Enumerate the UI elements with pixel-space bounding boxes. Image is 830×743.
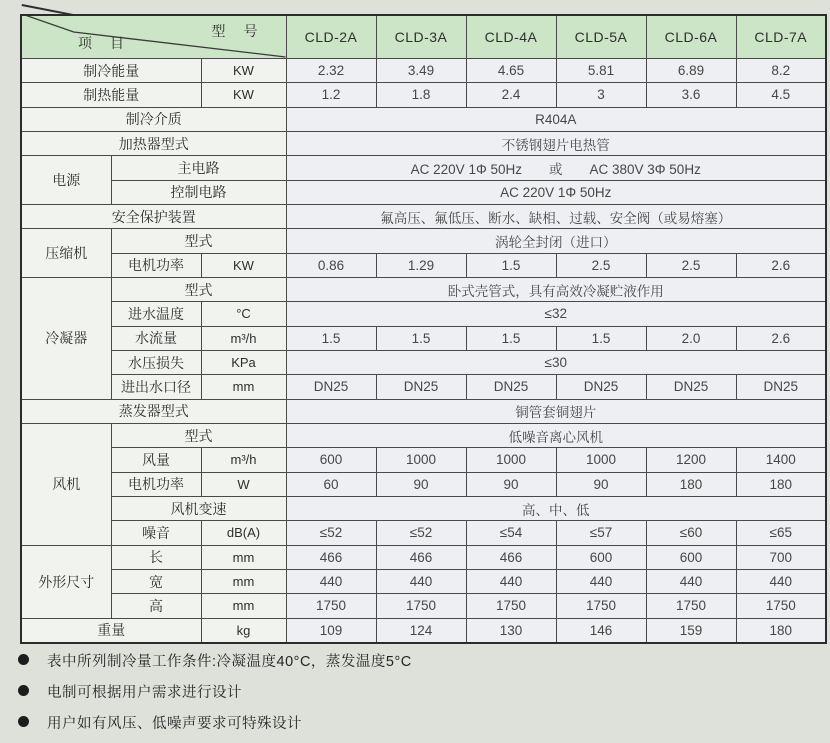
footnote-item — [14, 712, 794, 733]
row-label: 电机功率 — [111, 253, 201, 277]
group-label-dimensions: 外形尺寸 — [21, 545, 111, 618]
row-label: 水流量 — [111, 326, 201, 350]
cell-value: 1.5 — [556, 326, 646, 350]
row-power-control — [21, 180, 826, 204]
bullet-icon — [18, 716, 29, 727]
row-fan-motor — [21, 472, 826, 496]
cell-value: 2.4 — [466, 83, 556, 107]
cell-value: 2.6 — [736, 326, 826, 350]
row-refrigerant — [21, 107, 826, 131]
row-unit: KW — [201, 253, 286, 277]
cell-value: DN25 — [556, 375, 646, 399]
cell-value: 2.6 — [736, 253, 826, 277]
row-fan-type — [21, 423, 826, 447]
footnotes — [14, 650, 794, 743]
cell-value: ≤30 — [286, 350, 826, 374]
cell-value: R404A — [286, 107, 826, 131]
cell-value: 600 — [286, 448, 376, 472]
cell-value: 440 — [376, 569, 466, 593]
row-label: 风量 — [111, 448, 201, 472]
cell-value: 1200 — [646, 448, 736, 472]
row-cooling-capacity — [21, 59, 826, 83]
row-weight — [21, 618, 826, 643]
cell-value: 60 — [286, 472, 376, 496]
row-dimension-length — [21, 545, 826, 569]
footnote-item — [14, 681, 794, 702]
row-unit: mm — [201, 569, 286, 593]
cell-value: 2.5 — [556, 253, 646, 277]
cell-value: 466 — [376, 545, 466, 569]
cell-value: 1.8 — [376, 83, 466, 107]
cell-value: 1750 — [376, 594, 466, 618]
cell-value: ≤32 — [286, 302, 826, 326]
cell-value: 铜管套铜翅片 — [286, 399, 826, 423]
row-unit: KW — [201, 83, 286, 107]
cell-value: 1400 — [736, 448, 826, 472]
footnote-text: 电制可根据用户需求进行设计 — [47, 685, 242, 701]
cell-value: 90 — [466, 472, 556, 496]
cell-value: 1000 — [556, 448, 646, 472]
cell-value: 不锈钢翅片电热管 — [286, 131, 826, 155]
spec-table-container — [20, 14, 827, 644]
group-label-compressor: 压缩机 — [21, 229, 111, 278]
corner-header-cell — [21, 15, 286, 59]
row-unit: m³/h — [201, 448, 286, 472]
model-header: CLD-7A — [736, 15, 826, 59]
cell-value: 146 — [556, 618, 646, 643]
cell-value: 600 — [646, 545, 736, 569]
cell-value: ≤54 — [466, 521, 556, 545]
cell-value: 700 — [736, 545, 826, 569]
row-power-main — [21, 156, 826, 180]
row-label: 型式 — [111, 229, 286, 253]
row-condenser-water-flow — [21, 326, 826, 350]
cell-value: 低噪音离心风机 — [286, 423, 826, 447]
cell-value: ≤65 — [736, 521, 826, 545]
row-label: 制冷介质 — [21, 107, 286, 131]
row-dimension-width — [21, 569, 826, 593]
cell-value: 159 — [646, 618, 736, 643]
cell-value: 466 — [286, 545, 376, 569]
row-label: 重量 — [21, 618, 201, 643]
cell-value: DN25 — [286, 375, 376, 399]
header-row — [21, 15, 826, 59]
row-label: 型式 — [111, 277, 286, 301]
row-condenser-inlet-temp — [21, 302, 826, 326]
row-unit: W — [201, 472, 286, 496]
row-label: 型式 — [111, 423, 286, 447]
row-fan-speed — [21, 496, 826, 520]
row-unit: mm — [201, 375, 286, 399]
cell-value: 130 — [466, 618, 556, 643]
cell-value: 5.81 — [556, 59, 646, 83]
cell-value: 1.5 — [286, 326, 376, 350]
cell-value: 3.49 — [376, 59, 466, 83]
cell-value: 440 — [466, 569, 556, 593]
cell-value: ≤60 — [646, 521, 736, 545]
row-label: 蒸发器型式 — [21, 399, 286, 423]
row-label: 进水温度 — [111, 302, 201, 326]
row-label: 安全保护装置 — [21, 204, 286, 228]
group-label-condenser: 冷凝器 — [21, 277, 111, 399]
corner-model-label: 型 号 — [211, 23, 260, 39]
row-dimension-height — [21, 594, 826, 618]
row-condenser-pipe-size — [21, 375, 826, 399]
cell-value: DN25 — [376, 375, 466, 399]
row-label: 宽 — [111, 569, 201, 593]
cell-value: 4.65 — [466, 59, 556, 83]
cell-value: 1000 — [376, 448, 466, 472]
row-label: 噪音 — [111, 521, 201, 545]
cell-value: 1.5 — [466, 253, 556, 277]
corner-item-label: 项 目 — [78, 35, 126, 51]
cell-value: 1.5 — [466, 326, 556, 350]
cell-value: 1750 — [556, 594, 646, 618]
cell-value: 涡轮全封闭（进口） — [286, 229, 826, 253]
row-fan-airflow — [21, 448, 826, 472]
row-unit: mm — [201, 594, 286, 618]
cell-value: 440 — [556, 569, 646, 593]
row-unit: m³/h — [201, 326, 286, 350]
footnote-item — [14, 650, 794, 671]
cell-value: 1.2 — [286, 83, 376, 107]
cell-value: 1750 — [286, 594, 376, 618]
cell-value: 600 — [556, 545, 646, 569]
model-header: CLD-2A — [286, 15, 376, 59]
cell-value: 氟高压、氟低压、断水、缺相、过载、安全阀（或易熔塞） — [286, 204, 826, 228]
cell-value: 1750 — [646, 594, 736, 618]
row-label: 控制电路 — [111, 180, 286, 204]
cell-value: ≤57 — [556, 521, 646, 545]
row-heating-capacity — [21, 83, 826, 107]
cell-value: 8.2 — [736, 59, 826, 83]
row-label: 电机功率 — [111, 472, 201, 496]
cell-value: 0.86 — [286, 253, 376, 277]
row-condenser-pressure-loss — [21, 350, 826, 374]
cell-value: 1750 — [466, 594, 556, 618]
row-condenser-type — [21, 277, 826, 301]
row-heater-type — [21, 131, 826, 155]
model-header: CLD-3A — [376, 15, 466, 59]
cell-value: 90 — [556, 472, 646, 496]
cell-value: 440 — [646, 569, 736, 593]
row-compressor-motor — [21, 253, 826, 277]
cell-value: 440 — [286, 569, 376, 593]
cell-value: 440 — [736, 569, 826, 593]
row-fan-noise — [21, 521, 826, 545]
footnote-text: 表中所列制冷量工作条件:冷凝温度40°C，蒸发温度5°C — [47, 654, 412, 670]
group-label-power: 电源 — [21, 156, 111, 205]
cell-value: 1.29 — [376, 253, 466, 277]
row-evaporator-type — [21, 399, 826, 423]
cell-value: 466 — [466, 545, 556, 569]
cell-value: DN25 — [466, 375, 556, 399]
row-label: 高 — [111, 594, 201, 618]
group-label-fan: 风机 — [21, 423, 111, 545]
cell-value: 90 — [376, 472, 466, 496]
cell-value: ≤52 — [376, 521, 466, 545]
cell-value: 6.89 — [646, 59, 736, 83]
bullet-icon — [18, 654, 29, 665]
cell-value: 2.32 — [286, 59, 376, 83]
bullet-icon — [18, 685, 29, 696]
spec-table — [20, 14, 827, 644]
cell-value: 1000 — [466, 448, 556, 472]
cell-value: 4.5 — [736, 83, 826, 107]
footnote-text: 用户如有风压、低噪声要求可特殊设计 — [47, 716, 302, 732]
cell-value: 2.0 — [646, 326, 736, 350]
cell-value: ≤52 — [286, 521, 376, 545]
row-unit: °C — [201, 302, 286, 326]
row-label: 主电路 — [111, 156, 286, 180]
row-safety-devices — [21, 204, 826, 228]
row-label: 风机变速 — [111, 496, 286, 520]
row-unit: kg — [201, 618, 286, 643]
cell-value: 2.5 — [646, 253, 736, 277]
cell-value: 3 — [556, 83, 646, 107]
model-header: CLD-4A — [466, 15, 556, 59]
cell-value: DN25 — [736, 375, 826, 399]
cell-value: AC 220V 1Φ 50Hz — [286, 180, 826, 204]
row-unit: dB(A) — [201, 521, 286, 545]
row-compressor-type — [21, 229, 826, 253]
cell-value: 124 — [376, 618, 466, 643]
row-label: 进出水口径 — [111, 375, 201, 399]
cell-value: DN25 — [646, 375, 736, 399]
row-label: 制冷能量 — [21, 59, 201, 83]
model-header: CLD-5A — [556, 15, 646, 59]
cell-value: 卧式壳管式，具有高效冷凝贮液作用 — [286, 277, 826, 301]
cell-value: 1.5 — [376, 326, 466, 350]
cell-value: 高、中、低 — [286, 496, 826, 520]
cell-value: 180 — [736, 618, 826, 643]
cell-value: 180 — [736, 472, 826, 496]
cell-value: AC 220V 1Φ 50Hz 或 AC 380V 3Φ 50Hz — [286, 156, 826, 180]
cell-value: 180 — [646, 472, 736, 496]
row-label: 加热器型式 — [21, 131, 286, 155]
row-unit: mm — [201, 545, 286, 569]
row-label: 制热能量 — [21, 83, 201, 107]
row-unit: KPa — [201, 350, 286, 374]
row-unit: KW — [201, 59, 286, 83]
cell-value: 1750 — [736, 594, 826, 618]
cell-value: 109 — [286, 618, 376, 643]
cell-value: 3.6 — [646, 83, 736, 107]
row-label: 水压损失 — [111, 350, 201, 374]
model-header: CLD-6A — [646, 15, 736, 59]
row-label: 长 — [111, 545, 201, 569]
